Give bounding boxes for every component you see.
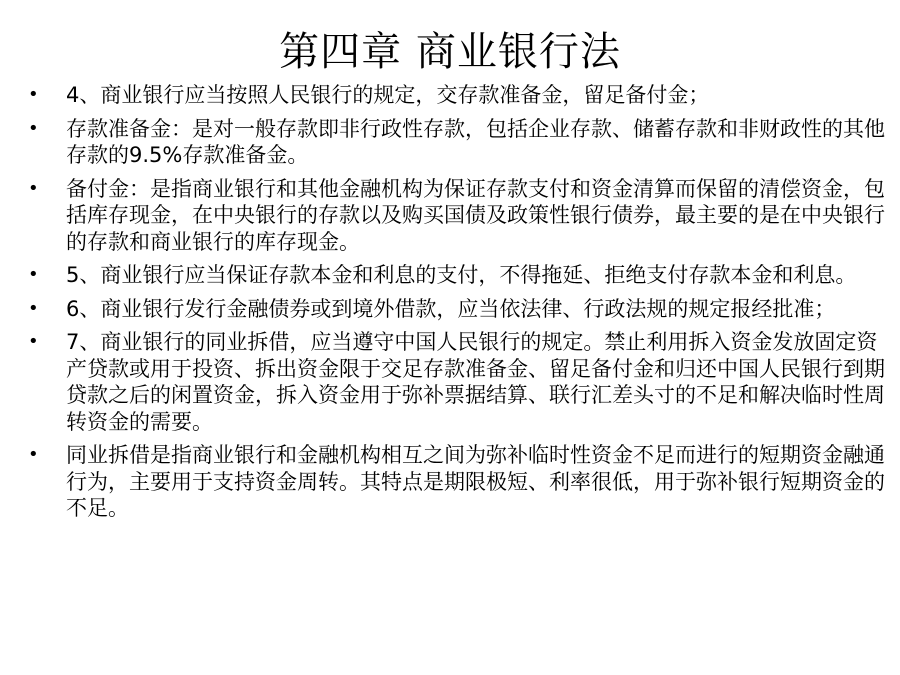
- bullet-item-deposit-reserve: [28, 116, 890, 169]
- bullet-dot-icon: •: [28, 177, 39, 199]
- bullet-text: 4、商业银行应当按照人民银行的规定，交存款准备金，留足备付金；: [66, 83, 710, 107]
- bullet-item-provision-fund: [28, 176, 890, 256]
- bullet-text: 备付金：是指商业银行和其他金融机构为保证存款支付和资金清算而保留的清偿资金，包括库存现金，在中央银行的存款以及购买国债及政策性银行债券，最主要的是在中央银行的存款和商业银行的库存现金。: [66, 176, 885, 254]
- bullet-item-interbank-definition: [28, 442, 890, 522]
- bullet-list: [28, 82, 890, 529]
- bullet-item-financial-bonds: [28, 296, 890, 323]
- bullet-text: 7、商业银行的同业拆借，应当遵守中国人民银行的规定。禁止利用拆入资金发放固定资产贷款或用于投资、拆出资金限于交足存款准备金、留足备付金和归还中国人民银行到期贷款之后的闲置资金，拆入资金用于弥补票据结算、联行汇差头寸的不足和解决临时性周转资金的需要。: [66, 330, 885, 434]
- bullet-dot-icon: •: [28, 84, 39, 105]
- slide-title: 第四章 商业银行法: [279, 29, 621, 75]
- bullet-item-reserve-requirement: [28, 82, 890, 109]
- bullet-dot-icon: •: [28, 444, 39, 465]
- bullet-text: 6、商业银行发行金融债券或到境外借款，应当依法律、行政法规的规定报经批准；: [66, 296, 836, 321]
- bullet-text: 5、商业银行应当保证存款本金和利息的支付，不得拖延、拒绝支付存款本金和利息。: [66, 263, 857, 287]
- bullet-dot-icon: •: [28, 331, 39, 352]
- bullet-dot-icon: •: [28, 297, 39, 319]
- bullet-item-principal-interest: [28, 262, 890, 289]
- bullet-text: 存款准备金：是对一般存款即非行政性存款，包括企业存款、储蓄存款和非财政性的其他存款的9.5%存款准备金。: [66, 116, 885, 167]
- bullet-text: 同业拆借是指商业银行和金融机构相互之间为弥补临时性资金不足而进行的短期资金融通行为，主要用于支持资金周转。其特点是期限极短、利率很低，用于弥补银行短期资金的不足。: [66, 443, 885, 520]
- bullet-dot-icon: •: [28, 117, 39, 139]
- bullet-dot-icon: •: [28, 264, 39, 285]
- bullet-item-interbank-lending: [28, 329, 890, 435]
